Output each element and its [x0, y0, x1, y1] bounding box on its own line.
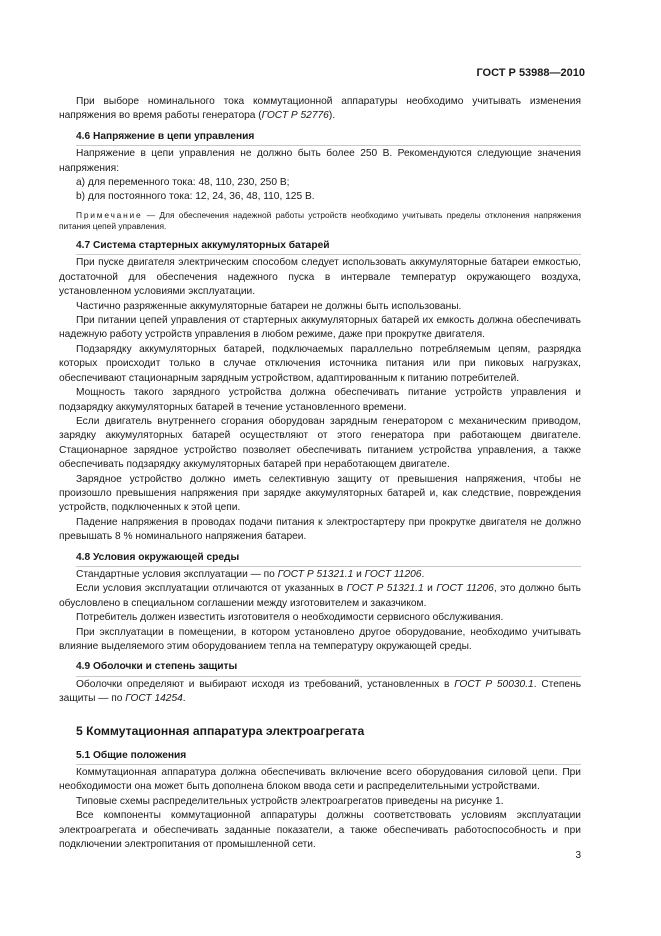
divider: [76, 254, 581, 255]
text-span: , это должно быть обусловлено в специальном соглашении между изготовителем и заказчиком.: [59, 583, 581, 609]
divider: [76, 566, 581, 567]
standard-reference: ГОСТ 14254: [125, 693, 183, 705]
paragraph: При эксплуатации в помещении, в котором установлено другое оборудование, необходимо учитывать влияние выделяемого этим оборудованием тепла на температуру окружающей среды.: [59, 626, 581, 652]
list-item: а) для переменного тока: 48, 110, 230, 250 В;: [76, 177, 290, 189]
text-span: .: [421, 568, 425, 580]
paragraph: Мощность такого зарядного устройства должна обеспечивать питание устройств управления и подзарядку аккумуляторных батарей в течение установленного времени.: [59, 387, 581, 413]
standard-reference: ГОСТ Р 51321.1: [346, 583, 424, 595]
paragraph: Коммутационная аппаратура должна обеспечивать включение всего оборудования силовой цепи. При необходимости она может быть дополнена блоком ввода сети и распределительными устройствами.: [59, 767, 581, 793]
paragraph: Потребитель должен известить изготовителя о необходимости сервисного обслуживания.: [76, 612, 504, 624]
paragraph: [59, 678, 581, 707]
paragraph: Напряжение в цепи управления не должно быть более 250 В. Рекомендуются следующие значения напряжения:: [59, 148, 581, 174]
text-span: и: [423, 583, 437, 595]
paragraph: [59, 95, 581, 124]
standard-reference: ГОСТ 11206: [364, 568, 422, 580]
paragraph: Частично разряженные аккумуляторные батареи не должны быть использованы.: [76, 300, 462, 312]
paragraph: Если двигатель внутреннего сгорания оборудован зарядным генератором с механическим приводом, зарядку аккумуляторных батарей осуществляют от этого генератора при работающем двигателе. Стационарное зарядное устройство позволяет обеспечивать питанием устройства управления, а также обеспечивать подзарядку аккумуляторных батарей при неработающем двигателе.: [59, 415, 581, 471]
paragraph: Типовые схемы распределительных устройств электроагрегатов приведены на рисунке 1.: [76, 795, 504, 807]
page-content: [59, 95, 581, 852]
section-heading-4-9: 4.9 Оболочки и степень защиты: [76, 661, 238, 673]
section-heading-4-7: 4.7 Система стартерных аккумуляторных батарей: [76, 240, 330, 252]
standard-reference: ГОСТ Р 50030.1: [454, 678, 534, 690]
note-label: Примечание: [76, 209, 143, 220]
standard-reference: ГОСТ 11206: [436, 583, 494, 595]
text-span: ).: [328, 110, 336, 122]
divider: [76, 676, 581, 677]
divider: [76, 145, 581, 146]
text-span: При выборе номинального тока коммутационной аппаратуры необходимо учитывать изменения напряжения во время работы генератора (: [59, 96, 581, 122]
standard-reference: ГОСТ Р 52776: [261, 110, 329, 122]
list-item: b) для постоянного тока: 12, 24, 36, 48, 110, 125 В.: [76, 191, 315, 203]
standard-reference: ГОСТ Р 51321.1: [277, 568, 354, 580]
note-text: — Для обеспечения надежной работы устройств необходимо учитывать пределы отклонения напряжения питания цепей управления.: [59, 209, 581, 232]
text-span: Если условия эксплуатации отличаются от указанных в: [76, 583, 347, 595]
section-heading-4-8: 4.8 Условия окружающей среды: [76, 551, 240, 563]
section-heading-5-1: 5.1 Общие положения: [76, 749, 187, 761]
text-span: Оболочки определяют и выбирают исходя из требований, установленных в: [76, 678, 455, 690]
paragraph: При питании цепей управления от стартерных аккумуляторных батарей их емкость должна обеспечивать надежную работу устройств управления в любом режиме, даже при прокрутке двигателя.: [59, 315, 581, 341]
page-number: 3: [575, 850, 581, 861]
paragraph: Падение напряжения в проводах подачи питания к электростартеру при прокрутке двигателя не должно превышать 8 % номинального напряжения батареи.: [59, 516, 581, 543]
section-heading-4-6: 4.6 Напряжение в цепи управления: [76, 130, 255, 142]
paragraph: Все компоненты коммутационной аппаратуры должны соответствовать условиям эксплуатации электроагрегата и обеспечивать заданные показатели, а также обеспечивать работоспособность и при подключении электропитания от промышленной сети.: [59, 810, 581, 851]
paragraph: Подзарядку аккумуляторных батарей, подключаемых параллельно потребляемым цепям, разрядка которых происходит только в случае отключения источника питания или при пиковых нагрузках, обеспечивают стационарным зарядным устройством, адаптированным к питанию потребителей.: [59, 343, 581, 384]
document-header-id: ГОСТ Р 53988—2010: [476, 67, 585, 79]
paragraph: [59, 582, 581, 611]
text-span: . Степень защиты — по: [59, 678, 582, 705]
paragraph: При пуске двигателя электрическим способом следует использовать аккумуляторные батареи емкостью, достаточной для обеспечения надежного пуска в интервале температур окружающего воздуха, установленном условиями эксплуатации.: [59, 257, 581, 298]
text-span: и: [353, 568, 365, 580]
paragraph: [59, 568, 581, 582]
text-span: .: [182, 693, 186, 705]
text-span: Стандартные условия эксплуатации — по: [76, 568, 278, 580]
divider: [76, 764, 581, 765]
section-heading-5: 5 Коммутационная аппаратура электроагрегата: [76, 723, 365, 738]
note: [59, 210, 581, 233]
paragraph: Зарядное устройство должно иметь селективную защиту от превышения напряжения, чтобы не произошло превышения напряжения при зарядке аккумуляторных батарей и, как следствие, повреждения устройств, подключенных к этой цепи.: [59, 473, 581, 514]
